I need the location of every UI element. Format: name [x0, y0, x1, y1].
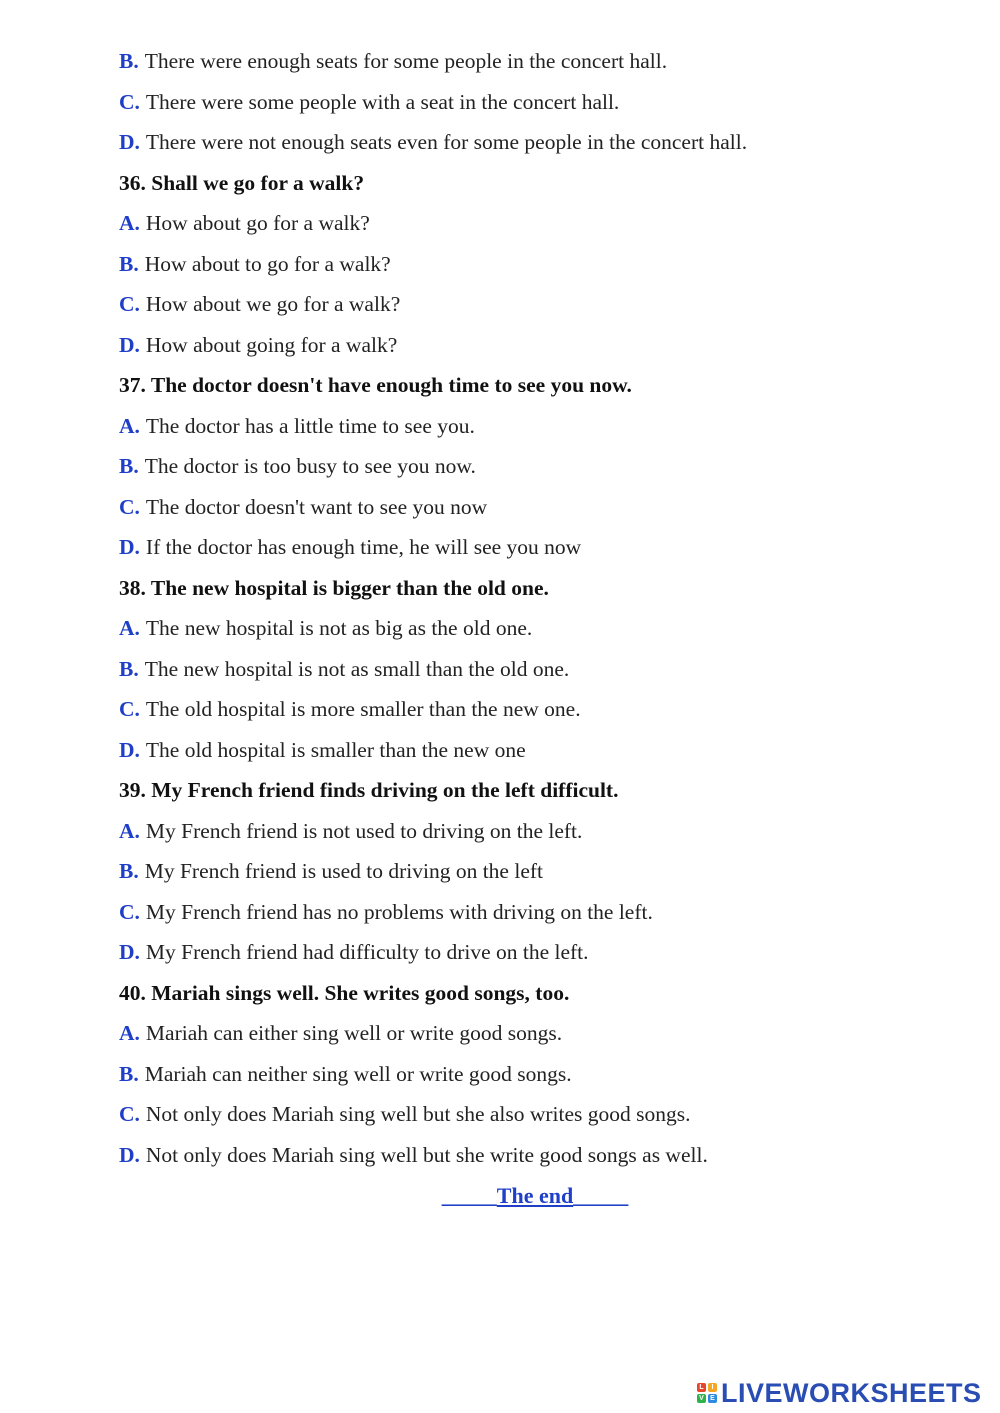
question-title: [119, 980, 569, 1006]
question-text: 37. The doctor doesn't have enough time to see you now.: [119, 373, 632, 397]
option-text: The doctor is too busy to see you now.: [144, 454, 476, 478]
answer-option: [119, 453, 476, 479]
question-text: 39. My French friend finds driving on the left difficult.: [119, 778, 619, 802]
option-letter: C.: [119, 697, 140, 721]
option-letter: C.: [119, 494, 140, 519]
option-text: My French friend is used to driving on the left: [144, 859, 543, 883]
option-letter: C.: [119, 1102, 140, 1126]
end-suffix: _____: [573, 1183, 629, 1208]
option-letter: C.: [119, 899, 140, 924]
answer-option: [119, 1142, 708, 1168]
answer-option: [119, 291, 400, 317]
option-text: If the doctor has enough time, he will see you now: [145, 535, 582, 559]
option-text: My French friend has no problems with driving on the left.: [145, 899, 653, 924]
answer-option: [119, 332, 397, 358]
logo-mark-e: E: [708, 1394, 717, 1403]
answer-option: [119, 413, 475, 439]
answer-option: [119, 1061, 572, 1087]
option-text: Not only does Mariah sing well but she write good songs as well.: [145, 1142, 708, 1167]
option-text: Not only does Mariah sing well but she also writes good songs.: [145, 1102, 691, 1126]
answer-option: [119, 818, 582, 844]
option-text: There were some people with a seat in the concert hall.: [145, 89, 620, 114]
option-text: The old hospital is smaller than the new one: [145, 737, 526, 762]
option-letter: D.: [119, 535, 140, 559]
end-marker: [0, 1183, 1000, 1209]
option-text: There were not enough seats even for some people in the concert hall.: [145, 130, 748, 154]
question-title: [119, 372, 632, 398]
question-title: [119, 575, 549, 601]
option-text: How about we go for a walk?: [145, 292, 401, 316]
logo-mark-l: L: [697, 1383, 706, 1392]
option-text: The doctor doesn't want to see you now: [145, 494, 488, 519]
answer-option: [119, 656, 569, 682]
logo-mark-i: I: [708, 1383, 717, 1392]
option-text: The new hospital is not as small than the old one.: [144, 656, 570, 681]
option-text: Mariah can neither sing well or write good songs.: [144, 1061, 572, 1086]
answer-option: [119, 251, 391, 277]
option-text: Mariah can either sing well or write good songs.: [145, 1021, 563, 1045]
option-letter: B.: [119, 49, 139, 73]
option-letter: B.: [119, 859, 139, 883]
option-letter: B.: [119, 454, 139, 478]
liveworksheets-logo[interactable]: [697, 1378, 982, 1408]
option-text: My French friend had difficulty to drive on the left.: [145, 940, 589, 964]
option-letter: B.: [119, 1061, 139, 1086]
answer-option: [119, 48, 667, 74]
option-letter: B.: [119, 251, 139, 276]
option-letter: D.: [119, 737, 140, 762]
answer-option: [119, 737, 526, 763]
answer-option: [119, 858, 543, 884]
end-text: The end: [496, 1183, 574, 1208]
option-letter: D.: [119, 130, 140, 154]
answer-option: [119, 696, 581, 722]
logo-mark-v: V: [697, 1394, 706, 1403]
answer-option: [119, 129, 747, 155]
option-letter: A.: [119, 211, 140, 235]
answer-option: [119, 494, 487, 520]
liveworksheets-logo-icon: [697, 1383, 717, 1403]
option-text: How about to go for a walk?: [144, 251, 391, 276]
option-letter: D.: [119, 940, 140, 964]
answer-option: [119, 210, 370, 236]
option-letter: C.: [119, 89, 140, 114]
option-letter: A.: [119, 616, 140, 640]
question-text: 38. The new hospital is bigger than the old one.: [119, 575, 549, 600]
option-text: The old hospital is more smaller than the new one.: [145, 697, 581, 721]
option-letter: B.: [119, 656, 139, 681]
option-letter: A.: [119, 413, 140, 438]
option-letter: A.: [119, 1021, 140, 1045]
option-letter: C.: [119, 292, 140, 316]
option-text: The new hospital is not as big as the old one.: [145, 616, 533, 640]
answer-option: [119, 615, 532, 641]
option-text: How about going for a walk?: [145, 332, 398, 357]
option-letter: D.: [119, 1142, 140, 1167]
question-text: 40. Mariah sings well. She writes good songs, too.: [119, 980, 570, 1005]
option-text: There were enough seats for some people in the concert hall.: [144, 49, 668, 73]
answer-option: [119, 899, 653, 925]
answer-option: [119, 1101, 691, 1127]
option-letter: D.: [119, 332, 140, 357]
logo-text: LIVEWORKSHEETS: [721, 1377, 982, 1408]
question-title: [119, 170, 364, 196]
question-text: 36. Shall we go for a walk?: [119, 170, 365, 195]
option-letter: A.: [119, 818, 140, 843]
answer-option: [119, 1020, 562, 1046]
question-title: [119, 777, 618, 803]
answer-option: [119, 89, 619, 115]
option-text: How about go for a walk?: [145, 211, 370, 235]
option-text: The doctor has a little time to see you.: [145, 413, 475, 438]
option-text: My French friend is not used to driving on the left.: [145, 818, 583, 843]
answer-option: [119, 939, 589, 965]
answer-option: [119, 534, 581, 560]
end-prefix: _____: [441, 1183, 497, 1208]
